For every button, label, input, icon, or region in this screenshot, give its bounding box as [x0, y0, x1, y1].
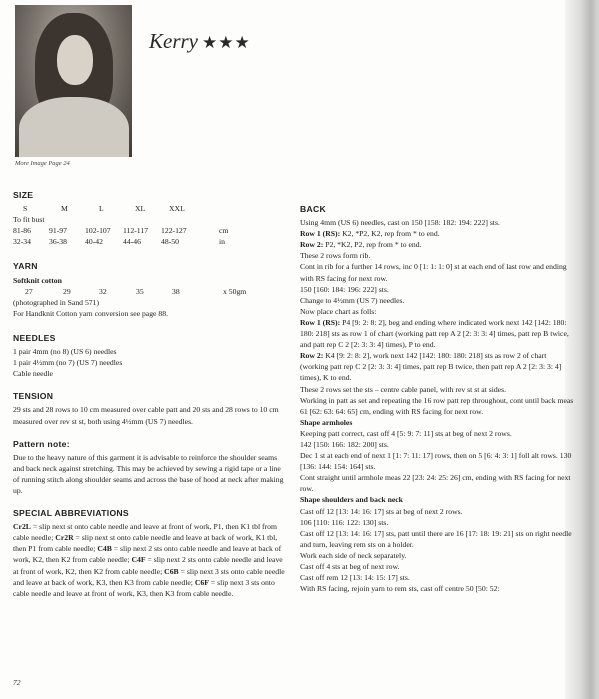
abbr-definition: = slip next st onto cable needle and leave at front of work, P1, then K1 tbl from cable needle;	[13, 522, 277, 543]
abbr-definition: = slip next 2 sts onto cable needle and leave at back of work, K2, then K2 from cable needle;	[13, 544, 282, 565]
abbr-definition: = slip next st onto cable needle and leave at back of work, K1 tbl, then P1 from cable needle;	[13, 533, 278, 554]
tension-heading: TENSION	[13, 391, 54, 402]
row-text: K2, *P2, K2, rep from * to end.	[340, 229, 440, 239]
abbr-definition: = slip next 3 sts onto cable needle and leave at front of work, K3, then K3 from cable needle.	[13, 577, 275, 598]
size-label	[201, 203, 241, 214]
size-in-value: 40-42	[85, 237, 103, 247]
shoulders-step: Cast off 4 sts at beg of next row.	[300, 562, 400, 571]
abbr-code: C6B	[164, 566, 179, 576]
back-place-chart: Now place chart as folls:	[300, 306, 377, 316]
yarn-quantity: 35	[136, 286, 144, 296]
shoulders-step: Work each side of neck separately.	[300, 550, 407, 560]
abbr-code: Cr2R	[55, 533, 74, 543]
armholes-heading: Shape armholes	[300, 417, 353, 427]
size-in-value: 32-34	[13, 237, 31, 247]
back-sts-count: 150 [160: 184: 196: 222] sts.	[300, 284, 389, 294]
row-label: Row 2:	[300, 351, 324, 361]
row-text: P2, *K2, P2, rep from * to end.	[323, 240, 422, 250]
yarn-unit: x 50gm	[223, 286, 247, 296]
abbr-code: Cr2L	[13, 522, 31, 532]
yarn-quantities	[13, 286, 288, 297]
size-cm-value: 91-97	[49, 226, 67, 236]
pattern-note-heading: Pattern note:	[13, 438, 70, 449]
yarn-note: For Handknit Cotton yarn conversion see page 88.	[13, 308, 168, 318]
model-photo	[15, 5, 132, 157]
size-in-row	[13, 236, 288, 247]
back-working: Working in patt as set and repeating the 16 row patt rep throughout, cont until back meas 61 [62: 63: 64: 65] cm, ending with RS facing for next row.	[300, 395, 574, 416]
abbr-code: C6F	[194, 577, 209, 587]
abbr-definition: = slip next 2 sts onto cable needle and leave at front of work, K2, then K2 from cable needle;	[13, 555, 283, 576]
abbreviations-heading: SPECIAL ABBREVIATIONS	[13, 508, 129, 519]
left-column	[13, 190, 288, 599]
back-cont-rib: Cont in rib for a further 14 rows, inc 0 [1: 1: 1: 0] st at each end of last row and ending with RS facing for next row.	[300, 262, 567, 283]
armholes-step: Cont straight until armhole meas 22 [23: 24: 25: 26] cm, ending with RS facing for next row.	[300, 473, 571, 494]
size-cm-value: 81-86	[13, 226, 31, 236]
needle-line: Cable needle	[13, 369, 53, 379]
size-unit: cm	[219, 226, 229, 236]
photo-face	[57, 35, 93, 85]
needle-line: 1 pair 4½mm (no 7) (US 7) needles	[13, 358, 123, 368]
photo-sweater	[19, 97, 129, 157]
to-fit-label: To fit bust	[13, 215, 45, 225]
size-in-value: 44-46	[123, 237, 141, 247]
back-rows-set: These 2 rows set the sts – centre cable panel, with rev st st at sides.	[300, 384, 507, 394]
yarn-quantity: 29	[63, 286, 71, 296]
abbr-definition: = slip next 3 sts onto cable needle and leave at back of work, K3, then K3 from cable needle;	[13, 566, 285, 587]
yarn-heading: YARN	[13, 261, 38, 272]
photo-caption: More Image Page 24	[15, 160, 70, 167]
shoulders-step: Cast off 12 [13: 14: 16: 17] sts, patt until there are 16 [17: 18: 19: 21] sts on right needle and turn, leaving rem sts on a holder.	[300, 528, 572, 549]
needles-heading: NEEDLES	[13, 332, 56, 343]
size-label: XXL	[169, 204, 185, 214]
back-rib-form: These 2 rows form rib.	[300, 251, 371, 261]
tension-text: 29 sts and 28 rows to 10 cm measured over cable patt and 20 sts and 28 rows to 10 cm measured over rev st st, both using 4½mm (US 7) needles.	[13, 405, 279, 426]
shoulders-step: With RS facing, rejoin yarn to rem sts, cast off centre 50 [50: 52:	[300, 584, 500, 594]
chart-row1	[300, 317, 575, 350]
size-in-value: 48-50	[161, 237, 179, 247]
back-change-needles: Change to 4½mm (US 7) needles.	[300, 295, 405, 305]
difficulty-stars: ★★★	[202, 33, 251, 52]
armholes-step: Dec 1 st at each end of next 1 [1: 7: 11: 17] rows, then on 5 [6: 4: 3: 1] foll alt rows. 130 [136: 144: 154: 164] sts.	[300, 451, 572, 472]
abbr-code: C4B	[97, 544, 112, 554]
row-label: Row 1 (RS):	[300, 317, 341, 327]
pattern-name: Kerry	[149, 29, 198, 53]
back-row2	[300, 239, 575, 250]
size-label: M	[61, 204, 68, 214]
size-label: S	[23, 204, 28, 214]
pattern-note-text: Due to the heavy nature of this garment it is advisable to reinforce the shoulder seams and back neck against stretching. This may be achieved by sewing a rigid tape or a line of running stitch along shoulder seams and across the base of hood at neck after making up.	[13, 452, 284, 495]
row-label: Row 1 (RS):	[300, 229, 341, 239]
back-heading: BACK	[300, 204, 327, 214]
page-number: 72	[13, 678, 21, 687]
size-cm-row	[13, 225, 288, 236]
yarn-name: Softknit cotton	[13, 275, 62, 285]
yarn-photographed: (photographed in Sand 571)	[13, 297, 100, 307]
size-cm-value: 112-117	[123, 226, 149, 236]
size-labels-row	[13, 203, 288, 214]
armholes-step: 142 [150: 166: 182: 200] sts.	[300, 439, 389, 449]
size-unit: in	[219, 237, 225, 247]
size-label: XL	[135, 204, 146, 214]
row-text: P4 [9: 2: 8: 2], beg and ending where indicated work next 142 [142: 180: 180: 218] sts as row 1 of chart (working patt rep A 2 [2: 3: 3: 4] times, patt rep B twice, and patt rep C 2 [2: 3: 3: 4] times), P to end.	[300, 317, 569, 350]
row-text: K4 [9: 2: 8: 2], work next 142 [142: 180: 180: 218] sts as row 2 of chart (working patt rep C 2 [2: 3: 3: 4] times, patt rep B twice, then patt rep A 2 [2: 3: 3: 4] times), K to end.	[300, 351, 562, 383]
shoulders-heading: Shape shoulders and back neck	[300, 495, 403, 505]
yarn-quantity: 38	[172, 286, 180, 296]
chart-row2	[300, 350, 575, 383]
abbreviations-text	[13, 521, 288, 599]
yarn-quantity: 27	[25, 286, 33, 296]
abbr-code: C4F	[131, 555, 146, 565]
back-intro: Using 4mm (US 6) needles, cast on 150 [158: 182: 194: 222] sts.	[300, 218, 500, 228]
size-in-value: 36-38	[49, 237, 67, 247]
yarn-quantity: 32	[99, 286, 107, 296]
size-heading: SIZE	[13, 190, 34, 200]
back-row1	[300, 228, 575, 239]
shoulders-step: Cast off rem 12 [13: 14: 15: 17] sts.	[300, 573, 410, 583]
row-label: Row 2:	[300, 240, 324, 250]
size-cm-value: 102-107	[85, 226, 111, 236]
needle-line: 1 pair 4mm (no 8) (US 6) needles	[13, 347, 117, 357]
shoulders-step: 106 [110: 116: 122: 130] sts.	[300, 517, 389, 527]
shoulders-step: Cast off 12 [13: 14: 16: 17] sts at beg of next 2 rows.	[300, 506, 463, 516]
right-column	[300, 190, 575, 594]
size-cm-value: 122-127	[161, 226, 187, 236]
pattern-title	[149, 29, 251, 54]
size-label: L	[99, 204, 104, 214]
armholes-step: Keeping patt correct, cast off 4 [5: 9: 7: 11] sts at beg of next 2 rows.	[300, 428, 512, 438]
